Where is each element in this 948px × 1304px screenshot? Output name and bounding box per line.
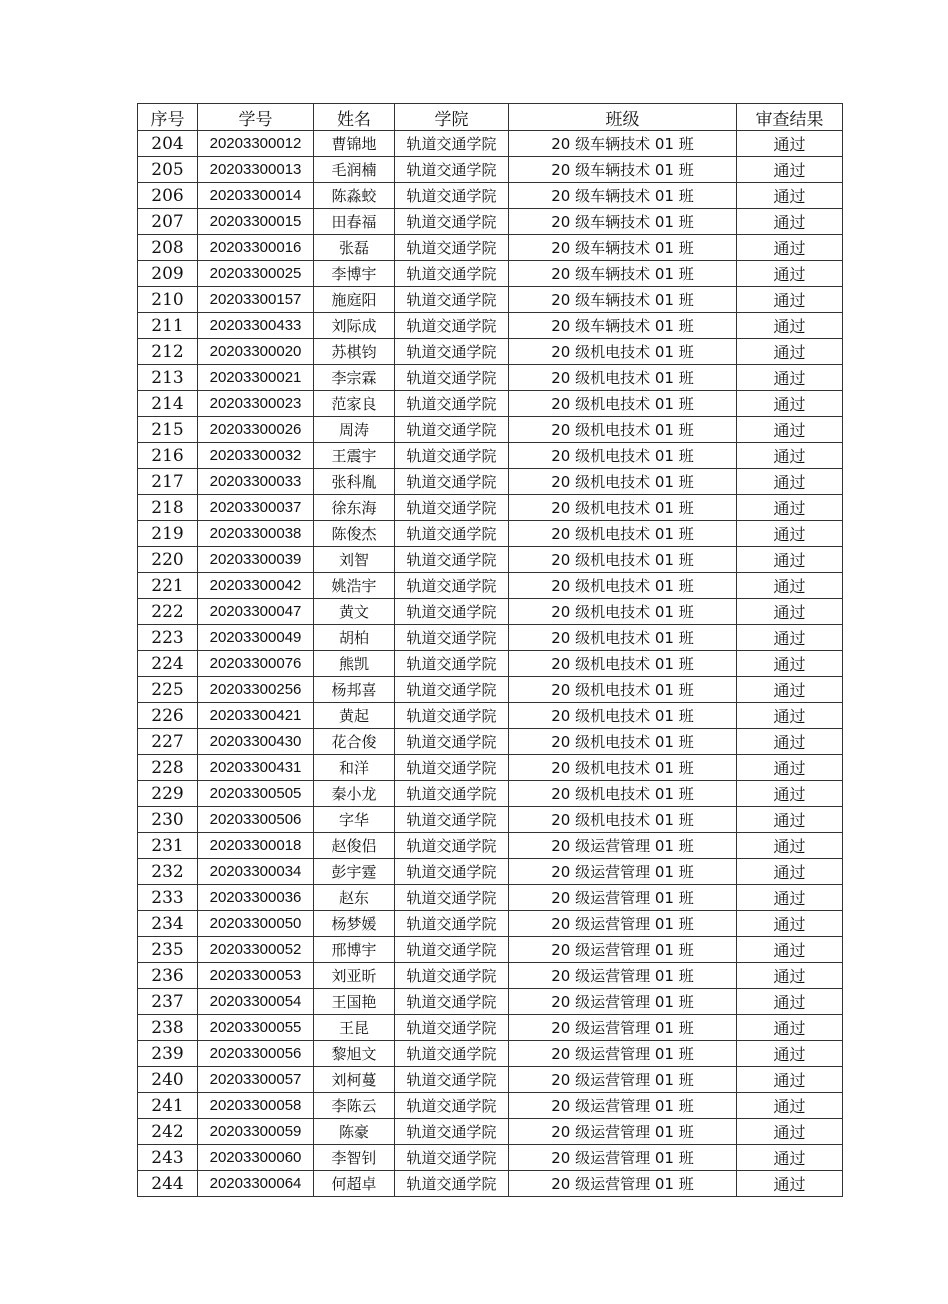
cell-class: 20 级机电技术 01 班 — [509, 365, 737, 391]
cell-college: 轨道交通学院 — [395, 339, 509, 365]
cell-review-result: 通过 — [737, 157, 843, 183]
cell-name: 胡柏 — [314, 625, 395, 651]
cell-class: 20 级车辆技术 01 班 — [509, 313, 737, 339]
table-row — [138, 599, 843, 625]
table-row — [138, 157, 843, 183]
cell-seq: 211 — [138, 313, 198, 339]
cell-student-id: 20203300506 — [198, 807, 314, 833]
cell-review-result: 通过 — [737, 911, 843, 937]
cell-class: 20 级车辆技术 01 班 — [509, 131, 737, 157]
cell-student-id: 20203300421 — [198, 703, 314, 729]
cell-student-id: 20203300020 — [198, 339, 314, 365]
cell-seq: 212 — [138, 339, 198, 365]
table-row — [138, 391, 843, 417]
cell-seq: 227 — [138, 729, 198, 755]
cell-seq: 238 — [138, 1015, 198, 1041]
cell-review-result: 通过 — [737, 755, 843, 781]
table-row — [138, 651, 843, 677]
cell-seq: 236 — [138, 963, 198, 989]
cell-student-id: 20203300047 — [198, 599, 314, 625]
cell-college: 轨道交通学院 — [395, 521, 509, 547]
cell-review-result: 通过 — [737, 1015, 843, 1041]
cell-name: 黎旭文 — [314, 1041, 395, 1067]
cell-college: 轨道交通学院 — [395, 287, 509, 313]
cell-student-id: 20203300064 — [198, 1171, 314, 1197]
cell-college: 轨道交通学院 — [395, 209, 509, 235]
cell-college: 轨道交通学院 — [395, 885, 509, 911]
cell-seq: 229 — [138, 781, 198, 807]
cell-student-id: 20203300430 — [198, 729, 314, 755]
cell-review-result: 通过 — [737, 521, 843, 547]
cell-college: 轨道交通学院 — [395, 443, 509, 469]
cell-college: 轨道交通学院 — [395, 729, 509, 755]
table-header-row — [138, 104, 843, 131]
cell-review-result: 通过 — [737, 1171, 843, 1197]
cell-college: 轨道交通学院 — [395, 313, 509, 339]
cell-name: 李智钊 — [314, 1145, 395, 1171]
cell-seq: 210 — [138, 287, 198, 313]
cell-name: 陈淼蛟 — [314, 183, 395, 209]
cell-class: 20 级车辆技术 01 班 — [509, 261, 737, 287]
cell-class: 20 级运营管理 01 班 — [509, 859, 737, 885]
table-row — [138, 1067, 843, 1093]
cell-class: 20 级运营管理 01 班 — [509, 1171, 737, 1197]
cell-student-id: 20203300018 — [198, 833, 314, 859]
header-seq: 序号 — [138, 104, 198, 131]
cell-class: 20 级运营管理 01 班 — [509, 1145, 737, 1171]
cell-review-result: 通过 — [737, 703, 843, 729]
cell-class: 20 级运营管理 01 班 — [509, 833, 737, 859]
cell-class: 20 级车辆技术 01 班 — [509, 235, 737, 261]
cell-class: 20 级机电技术 01 班 — [509, 807, 737, 833]
cell-seq: 231 — [138, 833, 198, 859]
cell-review-result: 通过 — [737, 391, 843, 417]
cell-student-id: 20203300025 — [198, 261, 314, 287]
cell-student-id: 20203300032 — [198, 443, 314, 469]
cell-class: 20 级机电技术 01 班 — [509, 755, 737, 781]
cell-seq: 240 — [138, 1067, 198, 1093]
cell-student-id: 20203300034 — [198, 859, 314, 885]
cell-student-id: 20203300013 — [198, 157, 314, 183]
table-row — [138, 235, 843, 261]
cell-student-id: 20203300038 — [198, 521, 314, 547]
cell-name: 刘亚昕 — [314, 963, 395, 989]
cell-student-id: 20203300021 — [198, 365, 314, 391]
cell-college: 轨道交通学院 — [395, 937, 509, 963]
cell-college: 轨道交通学院 — [395, 599, 509, 625]
cell-name: 施庭阳 — [314, 287, 395, 313]
table-row — [138, 1145, 843, 1171]
cell-class: 20 级运营管理 01 班 — [509, 937, 737, 963]
cell-name: 苏棋钧 — [314, 339, 395, 365]
cell-seq: 224 — [138, 651, 198, 677]
cell-name: 刘柯蔓 — [314, 1067, 395, 1093]
table-row — [138, 313, 843, 339]
table-row — [138, 885, 843, 911]
cell-seq: 215 — [138, 417, 198, 443]
table-row — [138, 131, 843, 157]
cell-college: 轨道交通学院 — [395, 1067, 509, 1093]
cell-seq: 216 — [138, 443, 198, 469]
cell-review-result: 通过 — [737, 729, 843, 755]
cell-name: 姚浩宇 — [314, 573, 395, 599]
cell-class: 20 级运营管理 01 班 — [509, 1119, 737, 1145]
cell-student-id: 20203300052 — [198, 937, 314, 963]
cell-name: 李博宇 — [314, 261, 395, 287]
cell-seq: 213 — [138, 365, 198, 391]
cell-name: 杨梦媛 — [314, 911, 395, 937]
cell-review-result: 通过 — [737, 1067, 843, 1093]
cell-seq: 237 — [138, 989, 198, 1015]
cell-name: 王震宇 — [314, 443, 395, 469]
cell-seq: 242 — [138, 1119, 198, 1145]
cell-seq: 209 — [138, 261, 198, 287]
cell-name: 何超卓 — [314, 1171, 395, 1197]
cell-review-result: 通过 — [737, 989, 843, 1015]
header-review-result: 审查结果 — [737, 104, 843, 131]
table-row — [138, 573, 843, 599]
cell-student-id: 20203300036 — [198, 885, 314, 911]
cell-class: 20 级机电技术 01 班 — [509, 495, 737, 521]
cell-review-result: 通过 — [737, 1093, 843, 1119]
cell-class: 20 级运营管理 01 班 — [509, 1067, 737, 1093]
cell-class: 20 级车辆技术 01 班 — [509, 209, 737, 235]
table-row — [138, 521, 843, 547]
cell-student-id: 20203300076 — [198, 651, 314, 677]
cell-review-result: 通过 — [737, 235, 843, 261]
cell-name: 毛润楠 — [314, 157, 395, 183]
cell-college: 轨道交通学院 — [395, 573, 509, 599]
cell-review-result: 通过 — [737, 573, 843, 599]
cell-class: 20 级运营管理 01 班 — [509, 989, 737, 1015]
cell-class: 20 级车辆技术 01 班 — [509, 157, 737, 183]
table-row — [138, 365, 843, 391]
cell-seq: 206 — [138, 183, 198, 209]
cell-student-id: 20203300256 — [198, 677, 314, 703]
cell-college: 轨道交通学院 — [395, 963, 509, 989]
table-row — [138, 547, 843, 573]
cell-name: 邢博宇 — [314, 937, 395, 963]
cell-seq: 207 — [138, 209, 198, 235]
cell-student-id: 20203300056 — [198, 1041, 314, 1067]
table-row — [138, 469, 843, 495]
cell-name: 陈俊杰 — [314, 521, 395, 547]
cell-student-id: 20203300433 — [198, 313, 314, 339]
cell-college: 轨道交通学院 — [395, 781, 509, 807]
cell-student-id: 20203300037 — [198, 495, 314, 521]
cell-college: 轨道交通学院 — [395, 1119, 509, 1145]
cell-name: 赵东 — [314, 885, 395, 911]
cell-name: 李陈云 — [314, 1093, 395, 1119]
cell-seq: 235 — [138, 937, 198, 963]
cell-name: 曹锦地 — [314, 131, 395, 157]
table-row — [138, 1119, 843, 1145]
cell-seq: 230 — [138, 807, 198, 833]
cell-review-result: 通过 — [737, 495, 843, 521]
cell-name: 花合俊 — [314, 729, 395, 755]
cell-student-id: 20203300431 — [198, 755, 314, 781]
table-row — [138, 287, 843, 313]
cell-student-id: 20203300054 — [198, 989, 314, 1015]
cell-name: 黄起 — [314, 703, 395, 729]
cell-seq: 241 — [138, 1093, 198, 1119]
cell-name: 彭宇霆 — [314, 859, 395, 885]
cell-college: 轨道交通学院 — [395, 157, 509, 183]
cell-college: 轨道交通学院 — [395, 1171, 509, 1197]
document-page — [137, 103, 842, 1197]
cell-seq: 244 — [138, 1171, 198, 1197]
cell-review-result: 通过 — [737, 443, 843, 469]
cell-class: 20 级运营管理 01 班 — [509, 885, 737, 911]
cell-college: 轨道交通学院 — [395, 1015, 509, 1041]
table-row — [138, 703, 843, 729]
cell-student-id: 20203300053 — [198, 963, 314, 989]
header-student-id: 学号 — [198, 104, 314, 131]
table-row — [138, 1171, 843, 1197]
cell-review-result: 通过 — [737, 131, 843, 157]
cell-student-id: 20203300050 — [198, 911, 314, 937]
cell-seq: 243 — [138, 1145, 198, 1171]
table-row — [138, 859, 843, 885]
cell-college: 轨道交通学院 — [395, 1093, 509, 1119]
table-row — [138, 261, 843, 287]
cell-review-result: 通过 — [737, 651, 843, 677]
table-row — [138, 625, 843, 651]
cell-seq: 233 — [138, 885, 198, 911]
cell-review-result: 通过 — [737, 183, 843, 209]
cell-student-id: 20203300033 — [198, 469, 314, 495]
cell-seq: 228 — [138, 755, 198, 781]
cell-class: 20 级运营管理 01 班 — [509, 1015, 737, 1041]
cell-student-id: 20203300042 — [198, 573, 314, 599]
cell-college: 轨道交通学院 — [395, 859, 509, 885]
cell-review-result: 通过 — [737, 287, 843, 313]
cell-seq: 205 — [138, 157, 198, 183]
table-row — [138, 443, 843, 469]
cell-name: 黄文 — [314, 599, 395, 625]
cell-college: 轨道交通学院 — [395, 807, 509, 833]
table-row — [138, 937, 843, 963]
cell-class: 20 级机电技术 01 班 — [509, 469, 737, 495]
cell-college: 轨道交通学院 — [395, 911, 509, 937]
cell-class: 20 级车辆技术 01 班 — [509, 287, 737, 313]
cell-student-id: 20203300505 — [198, 781, 314, 807]
cell-review-result: 通过 — [737, 963, 843, 989]
cell-class: 20 级机电技术 01 班 — [509, 547, 737, 573]
cell-review-result: 通过 — [737, 781, 843, 807]
cell-review-result: 通过 — [737, 677, 843, 703]
cell-class: 20 级机电技术 01 班 — [509, 729, 737, 755]
cell-college: 轨道交通学院 — [395, 261, 509, 287]
cell-review-result: 通过 — [737, 599, 843, 625]
cell-college: 轨道交通学院 — [395, 677, 509, 703]
cell-seq: 222 — [138, 599, 198, 625]
cell-seq: 219 — [138, 521, 198, 547]
table-row — [138, 183, 843, 209]
table-row — [138, 677, 843, 703]
review-results-table — [137, 103, 843, 1197]
cell-college: 轨道交通学院 — [395, 755, 509, 781]
cell-college: 轨道交通学院 — [395, 235, 509, 261]
cell-seq: 232 — [138, 859, 198, 885]
cell-seq: 234 — [138, 911, 198, 937]
cell-student-id: 20203300015 — [198, 209, 314, 235]
cell-college: 轨道交通学院 — [395, 391, 509, 417]
cell-name: 杨邦喜 — [314, 677, 395, 703]
cell-seq: 214 — [138, 391, 198, 417]
cell-seq: 226 — [138, 703, 198, 729]
cell-seq: 223 — [138, 625, 198, 651]
cell-college: 轨道交通学院 — [395, 547, 509, 573]
cell-name: 田春福 — [314, 209, 395, 235]
cell-college: 轨道交通学院 — [395, 495, 509, 521]
cell-review-result: 通过 — [737, 937, 843, 963]
cell-class: 20 级运营管理 01 班 — [509, 963, 737, 989]
cell-review-result: 通过 — [737, 1041, 843, 1067]
cell-seq: 221 — [138, 573, 198, 599]
cell-review-result: 通过 — [737, 833, 843, 859]
table-row — [138, 209, 843, 235]
cell-college: 轨道交通学院 — [395, 469, 509, 495]
table-row — [138, 1041, 843, 1067]
header-name: 姓名 — [314, 104, 395, 131]
cell-college: 轨道交通学院 — [395, 1145, 509, 1171]
cell-review-result: 通过 — [737, 339, 843, 365]
cell-college: 轨道交通学院 — [395, 651, 509, 677]
cell-name: 字华 — [314, 807, 395, 833]
table-row — [138, 989, 843, 1015]
table-row — [138, 495, 843, 521]
cell-class: 20 级机电技术 01 班 — [509, 651, 737, 677]
table-row — [138, 417, 843, 443]
cell-class: 20 级机电技术 01 班 — [509, 573, 737, 599]
table-row — [138, 1015, 843, 1041]
cell-name: 秦小龙 — [314, 781, 395, 807]
table-row — [138, 755, 843, 781]
cell-name: 李宗霖 — [314, 365, 395, 391]
cell-class: 20 级运营管理 01 班 — [509, 1041, 737, 1067]
cell-name: 王国艳 — [314, 989, 395, 1015]
table-row — [138, 729, 843, 755]
table-row — [138, 833, 843, 859]
cell-student-id: 20203300157 — [198, 287, 314, 313]
cell-name: 和洋 — [314, 755, 395, 781]
cell-student-id: 20203300059 — [198, 1119, 314, 1145]
cell-seq: 225 — [138, 677, 198, 703]
cell-student-id: 20203300058 — [198, 1093, 314, 1119]
cell-review-result: 通过 — [737, 313, 843, 339]
cell-student-id: 20203300057 — [198, 1067, 314, 1093]
cell-class: 20 级机电技术 01 班 — [509, 599, 737, 625]
cell-review-result: 通过 — [737, 261, 843, 287]
cell-class: 20 级机电技术 01 班 — [509, 625, 737, 651]
cell-student-id: 20203300055 — [198, 1015, 314, 1041]
cell-student-id: 20203300039 — [198, 547, 314, 573]
table-row — [138, 963, 843, 989]
cell-student-id: 20203300023 — [198, 391, 314, 417]
cell-college: 轨道交通学院 — [395, 365, 509, 391]
cell-name: 徐东海 — [314, 495, 395, 521]
table-row — [138, 911, 843, 937]
cell-review-result: 通过 — [737, 885, 843, 911]
cell-review-result: 通过 — [737, 807, 843, 833]
cell-college: 轨道交通学院 — [395, 989, 509, 1015]
cell-name: 范家良 — [314, 391, 395, 417]
cell-class: 20 级机电技术 01 班 — [509, 417, 737, 443]
cell-class: 20 级机电技术 01 班 — [509, 781, 737, 807]
cell-seq: 239 — [138, 1041, 198, 1067]
cell-review-result: 通过 — [737, 547, 843, 573]
cell-review-result: 通过 — [737, 859, 843, 885]
cell-college: 轨道交通学院 — [395, 183, 509, 209]
cell-seq: 208 — [138, 235, 198, 261]
cell-review-result: 通过 — [737, 1119, 843, 1145]
table-row — [138, 807, 843, 833]
cell-student-id: 20203300012 — [198, 131, 314, 157]
cell-name: 张磊 — [314, 235, 395, 261]
table-row — [138, 339, 843, 365]
cell-student-id: 20203300014 — [198, 183, 314, 209]
header-college: 学院 — [395, 104, 509, 131]
cell-college: 轨道交通学院 — [395, 417, 509, 443]
cell-seq: 220 — [138, 547, 198, 573]
cell-class: 20 级机电技术 01 班 — [509, 391, 737, 417]
cell-student-id: 20203300049 — [198, 625, 314, 651]
cell-seq: 218 — [138, 495, 198, 521]
cell-student-id: 20203300026 — [198, 417, 314, 443]
cell-name: 熊凯 — [314, 651, 395, 677]
table-body — [138, 131, 843, 1197]
cell-review-result: 通过 — [737, 209, 843, 235]
cell-seq: 217 — [138, 469, 198, 495]
cell-review-result: 通过 — [737, 417, 843, 443]
cell-college: 轨道交通学院 — [395, 703, 509, 729]
cell-student-id: 20203300016 — [198, 235, 314, 261]
cell-college: 轨道交通学院 — [395, 131, 509, 157]
cell-name: 周涛 — [314, 417, 395, 443]
cell-class: 20 级机电技术 01 班 — [509, 339, 737, 365]
cell-college: 轨道交通学院 — [395, 833, 509, 859]
table-row — [138, 781, 843, 807]
cell-class: 20 级机电技术 01 班 — [509, 703, 737, 729]
cell-name: 赵俊侣 — [314, 833, 395, 859]
cell-name: 陈豪 — [314, 1119, 395, 1145]
cell-name: 王昆 — [314, 1015, 395, 1041]
cell-review-result: 通过 — [737, 469, 843, 495]
cell-class: 20 级车辆技术 01 班 — [509, 183, 737, 209]
cell-student-id: 20203300060 — [198, 1145, 314, 1171]
cell-class: 20 级运营管理 01 班 — [509, 1093, 737, 1119]
cell-class: 20 级机电技术 01 班 — [509, 521, 737, 547]
table-row — [138, 1093, 843, 1119]
cell-name: 刘际成 — [314, 313, 395, 339]
cell-review-result: 通过 — [737, 625, 843, 651]
cell-name: 刘智 — [314, 547, 395, 573]
cell-review-result: 通过 — [737, 1145, 843, 1171]
cell-class: 20 级机电技术 01 班 — [509, 677, 737, 703]
cell-class: 20 级机电技术 01 班 — [509, 443, 737, 469]
cell-seq: 204 — [138, 131, 198, 157]
cell-college: 轨道交通学院 — [395, 1041, 509, 1067]
cell-college: 轨道交通学院 — [395, 625, 509, 651]
cell-review-result: 通过 — [737, 365, 843, 391]
header-class: 班级 — [509, 104, 737, 131]
cell-name: 张科胤 — [314, 469, 395, 495]
cell-class: 20 级运营管理 01 班 — [509, 911, 737, 937]
